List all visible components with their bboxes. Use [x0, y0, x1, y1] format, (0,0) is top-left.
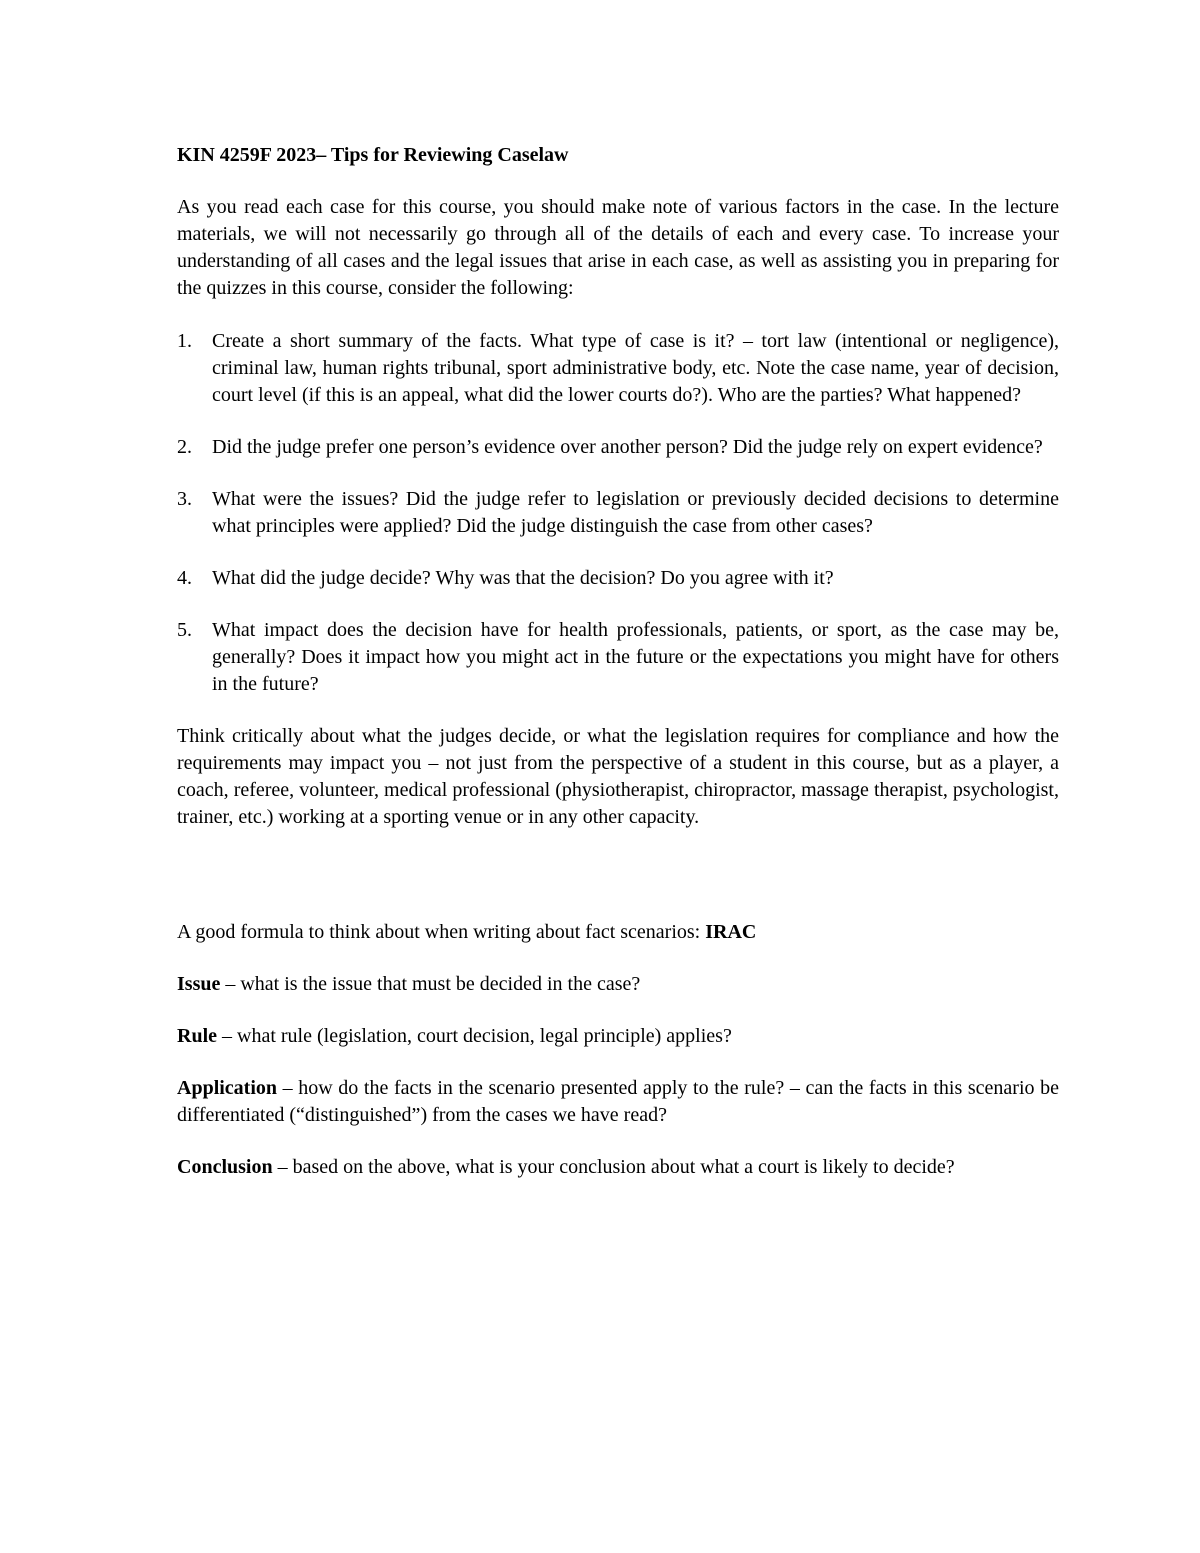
list-item-text: What impact does the decision have for health professionals, patients, or sport, as the case may be, generally? Does it impact how you might act in the future or the expectations you might have for others in the future? [212, 619, 1059, 695]
list-number: 1. [177, 330, 192, 352]
document-page [177, 142, 1059, 1206]
list-number: 3. [177, 488, 192, 510]
list-item [177, 486, 1059, 540]
irac-term: Conclusion [177, 1156, 273, 1178]
irac-term: Application [177, 1077, 278, 1099]
list-item [177, 617, 1059, 698]
irac-text: – how do the facts in the scenario presented apply to the rule? – can the facts in this scenario be differentiated (“distinguished”) from the cases we have read? [177, 1077, 1059, 1126]
list-number: 5. [177, 619, 192, 641]
irac-text: – what is the issue that must be decided in the case? [220, 973, 641, 995]
review-questions-list [177, 328, 1059, 698]
think-critically-paragraph: Think critically about what the judges decide, or what the legislation requires for compliance and how the requirements may impact you – not just from the perspective of a student in this course, but as a player, a coach, referee, volunteer, medical professional (physiotherapist, chiropractor, massage therapist, psychologist, trainer, etc.) working at a sporting venue or in any other capacity. [177, 725, 1059, 828]
irac-rule [177, 1023, 1059, 1050]
irac-intro [177, 919, 1059, 946]
list-item-text: Did the judge prefer one person’s evidence over another person? Did the judge rely on expert evidence? [212, 436, 1043, 458]
irac-text: – based on the above, what is your conclusion about what a court is likely to decide? [272, 1156, 955, 1178]
document-title: KIN 4259F 2023– Tips for Reviewing Caselaw [177, 144, 569, 166]
irac-conclusion [177, 1154, 1059, 1181]
irac-label: IRAC [705, 921, 757, 943]
irac-text: – what rule (legislation, court decision, legal principle) applies? [217, 1025, 732, 1047]
list-number: 4. [177, 567, 192, 589]
list-item-text: What were the issues? Did the judge refer to legislation or previously decided decisions to determine what principles were applied? Did the judge distinguish the case from other cases? [212, 488, 1059, 537]
irac-term: Issue [177, 973, 221, 995]
irac-issue [177, 971, 1059, 998]
list-item [177, 565, 1059, 592]
list-item [177, 434, 1059, 461]
list-item-text: What did the judge decide? Why was that the decision? Do you agree with it? [212, 567, 834, 589]
intro-paragraph: As you read each case for this course, you should make note of various factors in the case. In the lecture materials, we will not necessarily go through all of the details of each and every case. To increase your understanding of all cases and the legal issues that arise in each case, as well as assisting you in preparing for the quizzes in this course, consider the following: [177, 196, 1059, 299]
list-item-text: Create a short summary of the facts. What type of case is it? – tort law (intentional or negligence), criminal law, human rights tribunal, sport administrative body, etc. Note the case name, year of decision, court level (if this is an appeal, what did the lower courts do?). Who are the parties? What happened? [212, 330, 1059, 406]
irac-term: Rule [177, 1025, 217, 1047]
list-number: 2. [177, 436, 192, 458]
irac-application [177, 1075, 1059, 1129]
irac-intro-text: A good formula to think about when writing about fact scenarios: [177, 921, 706, 943]
list-item [177, 328, 1059, 409]
